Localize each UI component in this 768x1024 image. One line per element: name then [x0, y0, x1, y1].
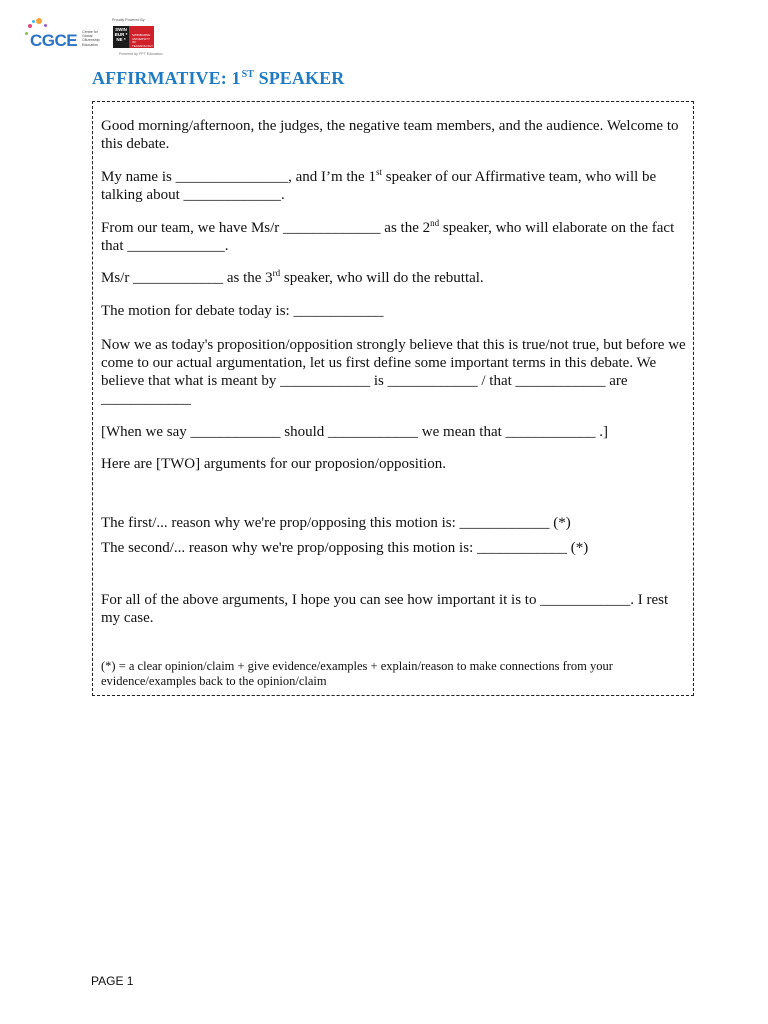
- third-speaker-paragraph: [101, 269, 691, 287]
- proudly-powered-label: Proudly Powered By: [112, 18, 145, 22]
- name-paragraph-sup: st: [375, 167, 382, 177]
- team-paragraph-sup: nd: [430, 218, 440, 228]
- team-paragraph-part2: speaker, who will elaborate on the fact that _____________.: [101, 220, 675, 254]
- swinburne-tagline-block: [129, 26, 154, 48]
- greeting-paragraph: Good morning/afternoon, the judges, the negative team members, and the audience. Welcome to this debate.: [101, 118, 679, 152]
- page-number: PAGE 1: [91, 974, 134, 988]
- name-paragraph: [101, 168, 691, 204]
- when-we-say-paragraph: [When we say ____________ should ____________ we mean that ____________ .]: [101, 424, 609, 440]
- cgce-logo-text: CGCE: [30, 31, 78, 50]
- motion-paragraph: The motion for debate today is: ____________: [101, 303, 384, 319]
- third-speaker-part1: Ms/r ____________ as the 3: [101, 270, 273, 286]
- footnote-note: (*) = a clear opinion/claim + give evidence/examples + explain/reason to make connections from your evidence/examples back to the opinion/claim: [101, 659, 613, 688]
- arguments-intro-paragraph: Here are [TWO] arguments for our proposion/opposition.: [101, 456, 447, 472]
- team-paragraph: [101, 219, 691, 255]
- third-speaker-part2: speaker, who will do the rebuttal.: [280, 270, 484, 286]
- swinburne-tagline: SWINBURNE UNIVERSITY OF TECHNOLOGY: [132, 33, 154, 48]
- closing-paragraph: For all of the above arguments, I hope you can see how important it is to ____________. I rest my case.: [101, 592, 669, 626]
- title-rest: SPEAKER: [254, 68, 345, 88]
- title-superscript: ST: [241, 69, 254, 80]
- cgce-logo-subtitle: Centre for Global Citizenship Education: [82, 30, 100, 47]
- team-paragraph-part1: From our team, we have Ms/r _____________ as the 2: [101, 220, 431, 236]
- second-argument-paragraph: The second/... reason why we're prop/opposing this motion is: ____________ (*): [101, 540, 589, 556]
- first-argument-paragraph: The first/... reason why we're prop/opposing this motion is: ____________ (*): [101, 515, 571, 531]
- third-speaker-sup: rd: [272, 268, 281, 278]
- fpt-education-logo: Powered by FPT Education: [119, 52, 163, 56]
- title-main: AFFIRMATIVE: 1: [92, 68, 241, 88]
- definition-paragraph: Now we as today's proposition/opposition strongly believe that this is true/not true, but before we come to our actual argumentation, let us first define some important terms in this debate. We believe that what is meant by ____________ is ____________ / that ____________ are ____________: [101, 337, 686, 407]
- name-paragraph-part2: speaker of our Affirmative team, who will be talking about _____________.: [101, 169, 657, 203]
- cgce-logo: [22, 16, 100, 56]
- page-title: [92, 68, 344, 89]
- header-logos: [22, 16, 162, 62]
- name-paragraph-part1: My name is _______________, and I’m the 1: [101, 169, 376, 185]
- swinburne-logo: SWIN BUR * NE *: [113, 26, 129, 48]
